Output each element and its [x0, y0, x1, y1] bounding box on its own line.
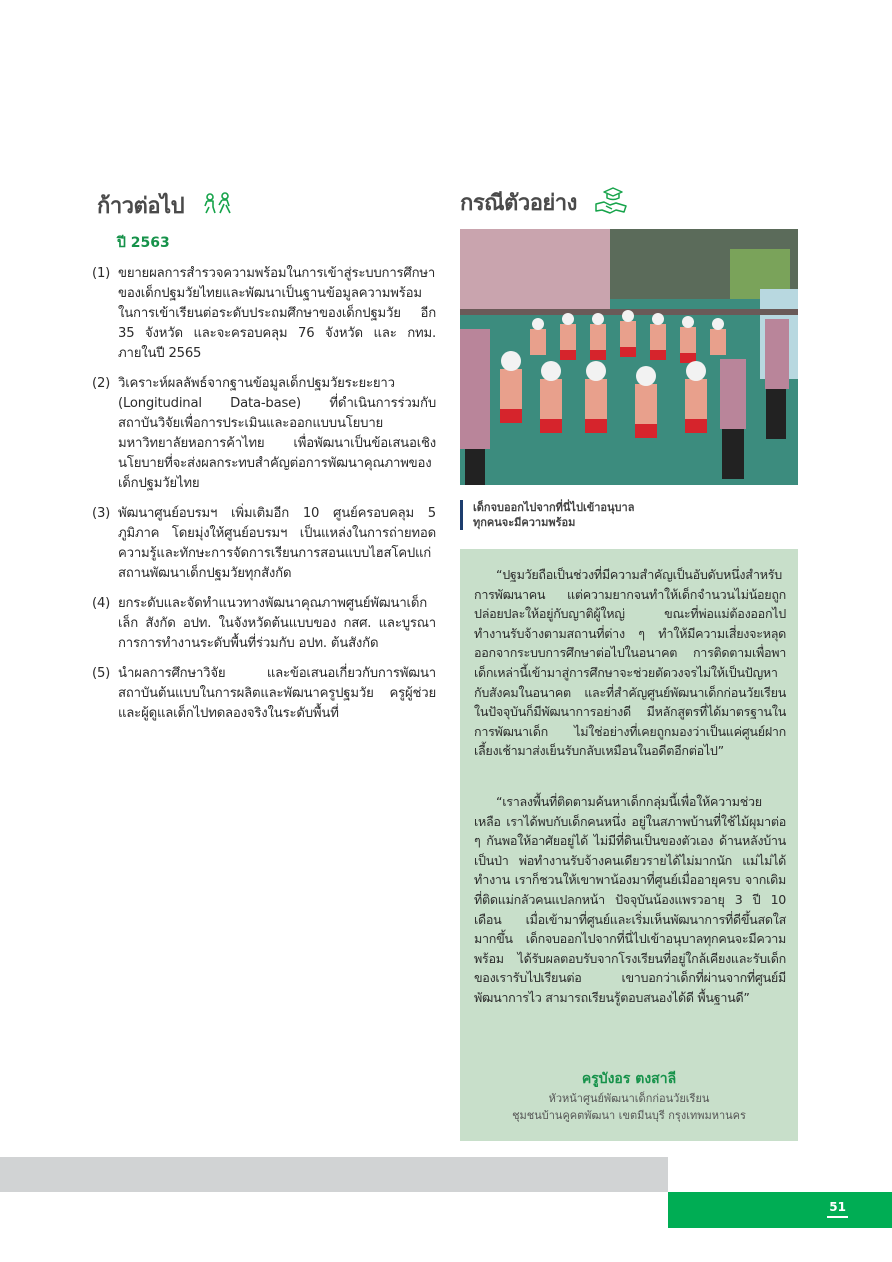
quote-paragraph: “ปฐมวัยถือเป็นช่วงที่มีความสำคัญเป็นอับดับหนึ่งสำหรับการพัฒนาคน แต่ความยากจนทำให้เด็กจำนวนไม่น้อยถูกปล่อยปละให้อยู่กับญาติผู้ใหญ่ ขณะที่พ่อแม่ต้องออกไปทำงานรับจ้างตามสถานที่ต่าง ๆ ทำให้มีความเสี่ยงจะหลุดออกจากระบบการศึกษาต่อไปในอนาคต การติดตามเพื่อพาเด็กเหล่านี้เข้ามาสู่การศึกษาจะช่วยตัดวงจรไม่ให้เป็นปัญหากับสังคมในอนาคต และที่สำคัญศูนย์พัฒนาเด็กก่อนวัยเรียนในปัจจุบันก็มีพัฒนาการอย่างดี มีหลักสูตรที่ได้มาตรฐานในการพัฒนาเด็ก ไม่ใช่อย่างที่เคยถูกมองว่าเป็นแค่ศูนย์ฝากเลี้ยงเช้ามาส่งเย็นรับกลับเหมือนในอดีตอีกต่อไป” [474, 567, 786, 759]
item-number: (3) [92, 506, 111, 521]
quote-author-role: หัวหน้าศูนย์พัฒนาเด็กก่อนวัยเรียน [548, 1092, 710, 1105]
plan-item [92, 264, 436, 364]
plan-item [92, 504, 436, 584]
item-text: พัฒนาศูนย์อบรมฯ เพิ่มเติมอีก 10 ศูนย์ครอบคลุม 5 ภูมิภาค โดยมุ่งให้ศูนย์อบรมฯ เป็นแหล่งในการถ่ายทอดความรู้และทักษะการจัดการเรียนการสอนแบบไฮสโคปแก่สถานพัฒนาเด็กปฐมวัยทุกสังกัด [118, 506, 436, 581]
caption-line: เด็กจบออกไปจากที่นี่ไปเข้าอนุบาล [473, 501, 635, 514]
quote-box [460, 549, 798, 1141]
item-number: (2) [92, 376, 111, 391]
year-label: ปี 2563 [117, 235, 170, 251]
section-heading-next-steps [97, 188, 235, 223]
footer-green-bar [668, 1192, 892, 1228]
plan-item [92, 664, 436, 724]
quote-paragraph: “เราลงพื้นที่ติดตามค้นหาเด็กกลุ่มนี้เพื่อให้ความช่วยเหลือ เราได้พบกับเด็กคนหนึ่ง อยู่ในสภาพบ้านที่ใช้ไม้ผุมาต่อ ๆ กันพอให้อาศัยอยู่ได้ ไม่มีที่ดินเป็นของตัวเอง ด้านหลังบ้านเป็นป่า พ่อทำงานรับจ้างคนเดียวรายได้ไม่มากนัก แม่ไม่ได้ทำงาน เราก็ชวนให้เขาพาน้องมาที่ศูนย์เมื่ออายุครบ จากเดิมที่ติดแม่กลัวคนแปลกหน้า ปัจจุบันน้องแพรวอายุ 3 ปี 10 เดือน เมื่อเข้ามาที่ศูนย์และเริ่มเห็นพัฒนาการที่ดีขึ้นสดใสมากขึ้น เด็กจบออกไปจากที่นี่ไปเข้าอนุบาลทุกคนจะมีความพร้อม ได้รับผลตอบรับจากโรงเรียนที่อยู่ใกล้เคียงและรับเด็กของเรารับไปเรียนต่อ เขาบอกว่าเด็กที่ผ่านจากที่ศูนย์มีพัฒนาการไว สามารถเรียนรู้ตอบสนองได้ดี พื้นฐานดี” [474, 794, 786, 1005]
walking-people-icon [201, 192, 235, 222]
section-heading-case-study [460, 185, 628, 222]
heading-text: ก้าวต่อไป [97, 194, 185, 219]
heading-text: กรณีตัวอย่าง [460, 191, 577, 216]
caption-line: ทุกคนจะมีความพร้อม [473, 516, 576, 529]
quote-author-location: ชุมชนบ้านคูคตพัฒนา เขตมีนบุรี กรุงเทพมหานคร [512, 1109, 746, 1122]
item-number: (5) [92, 666, 111, 681]
children-in-circle-photo [460, 229, 798, 485]
graduation-cap-handshake-icon [594, 186, 628, 222]
plan-item [92, 594, 436, 654]
plan-item [92, 374, 436, 494]
footer-gray-bar [0, 1157, 668, 1192]
item-text: นำผลการศึกษาวิจัย และข้อเสนอเกี่ยวกับการพัฒนาสถาบันต้นแบบในการผลิตและพัฒนาครูปฐมวัย ครูผู้ช่วย และผู้ดูแลเด็กไปทดลองจริงในระดับพื้นที่ [118, 666, 436, 721]
plan-list [92, 264, 436, 734]
item-number: (4) [92, 596, 111, 611]
photo-caption [460, 500, 773, 530]
item-text: ยกระดับและจัดทำแนวทางพัฒนาคุณภาพศูนย์พัฒนาเด็กเล็ก สังกัด อปท. ในจังหวัดต้นแบบของ กสศ. และบูรณาการการทำงานระดับพื้นที่ร่วมกับ อปท. ต้นสังกัด [118, 596, 436, 651]
page-number: 51 [827, 1200, 848, 1218]
quote-author-name: ครูบังอร ตงสาลี [581, 1071, 677, 1087]
item-text: ขยายผลการสำรวจความพร้อมในการเข้าสู่ระบบการศึกษาของเด็กปฐมวัยไทยและพัฒนาเป็นฐานข้อมูลความพร้อมในการเข้าเรียนต่อระดับประถมศึกษาของเด็กปฐมวัย อีก 35 จังหวัด และจะครอบคลุม 76 จังหวัด และ กทม. ภายในปี 2565 [118, 266, 436, 361]
item-text: วิเคราะห์ผลลัพธ์จากฐานข้อมูลเด็กปฐมวัยระยะยาว (Longitudinal Data-base) ที่ดำเนินการร่วมกับสถาบันวิจัยเพื่อการประเมินและออกแบบนโยบาย มหาวิทยาลัยหอการค้าไทย เพื่อพัฒนาเป็นข้อเสนอเชิงนโยบายที่จะส่งผลกระทบสำคัญต่อการพัฒนาคุณภาพของเด็กปฐมวัยไทย [118, 376, 436, 491]
item-number: (1) [92, 266, 111, 281]
